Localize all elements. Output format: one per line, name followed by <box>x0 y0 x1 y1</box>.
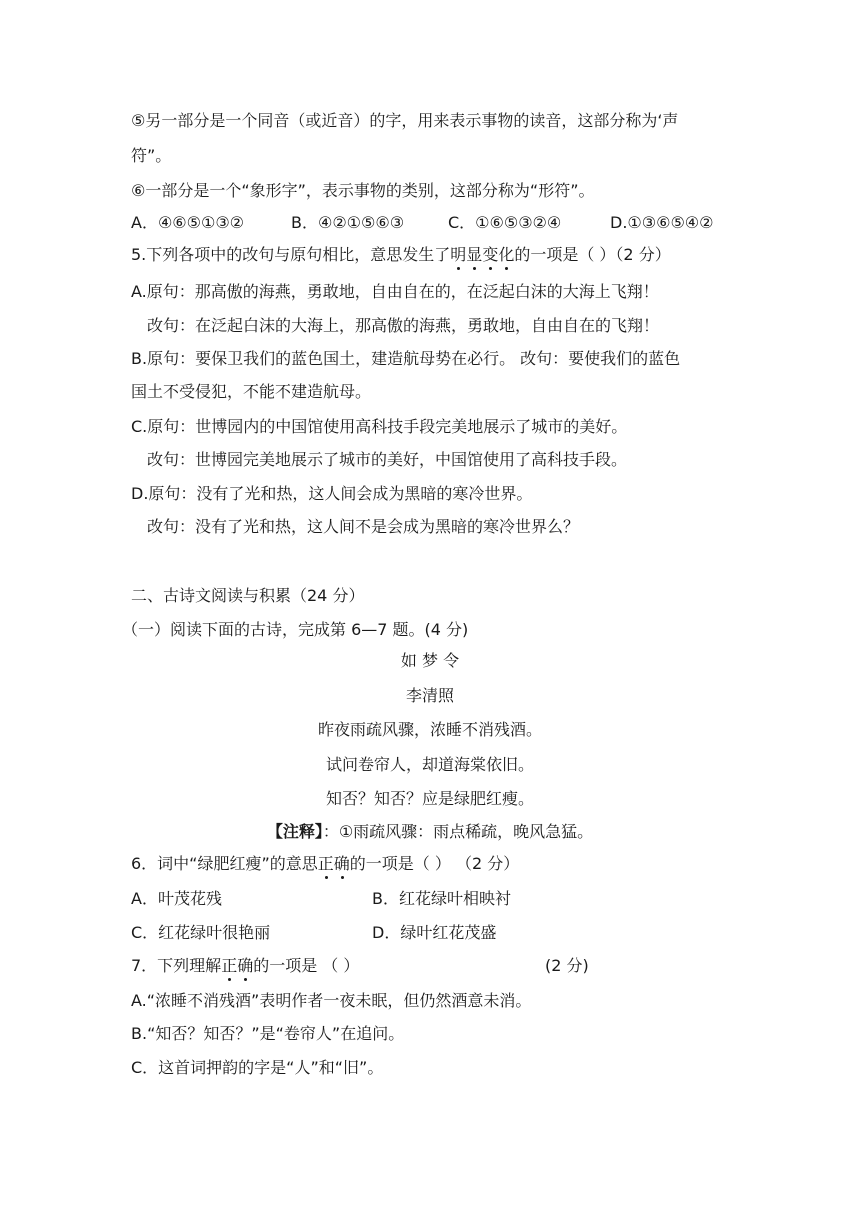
q6-option-d: D．绿叶红花茂盛 <box>372 923 497 942</box>
q5-b-line1: B.原句：要保卫我们的蓝色国土，建造航母势在必行。 改句：要使我们的蓝色 <box>131 349 681 368</box>
emphasis-char: 确 <box>237 956 254 975</box>
q6-option-a: A．叶茂花残 <box>131 889 222 908</box>
q5-stem-post: 的一项是（ ）（2 分） <box>514 245 671 264</box>
q5-d-original: D.原句：没有了光和热，这人间会成为黑暗的寒冷世界。 <box>131 484 533 503</box>
q6-stem-pre: 6．词中“绿肥红瘦”的意思 <box>131 854 318 873</box>
q7-stem-pre: 7．下列理解 <box>131 956 222 975</box>
emphasis-char: 明 <box>450 245 467 264</box>
q7-option-c: C．这首词押韵的字是“人”和“旧”。 <box>131 1058 384 1077</box>
q5-stem <box>131 245 671 265</box>
q5-c-revised: 改句：世博园完美地展示了城市的美好，中国馆使用了高科技手段。 <box>147 450 628 469</box>
q6-option-b: B．红花绿叶相映衬 <box>372 889 511 908</box>
poem-title: 如 梦 令 <box>400 651 460 670</box>
q7-stem <box>131 956 359 976</box>
q4-option-d: D.①③⑥⑤④② <box>610 213 714 232</box>
q4-option-a: A．④⑥⑤①③② <box>131 213 245 232</box>
q5-d-revised: 改句：没有了光和热，这人间不是会成为黑暗的寒冷世界么？ <box>147 517 580 536</box>
item5-line1: ⑤另一部分是一个同音（或近音）的字，用来表示事物的读音，这部分称为‘声 <box>131 111 679 130</box>
emphasis-char: 显 <box>466 245 483 264</box>
emphasis-char: 正 <box>317 854 334 873</box>
emphasis-char: 正 <box>221 956 238 975</box>
q4-option-c: C．①⑥⑤③②④ <box>448 213 562 232</box>
poem-author: 李清照 <box>405 686 454 705</box>
note-text: ：①雨疏风骤：雨点稀疏，晚风急猛。 <box>322 822 594 841</box>
q4-option-b: B．④②①⑤⑥③ <box>291 213 405 232</box>
q5-stem-pre: 5.下列各项中的改句与原句相比，意思发生了 <box>131 245 451 264</box>
q6-option-c: C．红花绿叶很艳丽 <box>131 923 271 942</box>
q5-a-revised: 改句：在泛起白沫的大海上，那高傲的海燕，勇敢地，自由自在的飞翔！ <box>147 316 660 335</box>
q5-c-original: C.原句：世博园内的中国馆使用高科技手段完美地展示了城市的美好。 <box>131 417 628 436</box>
q7-stem-post: 的一项是 （ ） <box>253 956 360 975</box>
poem-line-2: 试问卷帘人，却道海棠依旧。 <box>325 755 534 774</box>
emphasis-char: 化 <box>498 245 515 264</box>
item5-line2: 符”。 <box>131 146 172 165</box>
q7-option-a: A.“浓睡不消残酒”表明作者一夜未眠，但仍然酒意未消。 <box>131 991 532 1010</box>
emphasis-char: 变 <box>482 245 499 264</box>
q7-option-b: B.“知否？知否？”是“卷帘人”在追问。 <box>131 1024 405 1043</box>
subsection-title: （一）阅读下面的古诗，完成第 6—7 题。(4 分) <box>122 620 469 639</box>
poem-line-3: 知否？知否？应是绿肥红瘦。 <box>325 789 534 808</box>
q6-stem <box>131 854 519 874</box>
q5-b-line2: 国土不受侵犯，不能不建造航母。 <box>131 382 372 401</box>
note-label: 【注释】 <box>266 822 323 841</box>
emphasis-char: 确 <box>333 854 350 873</box>
q5-a-original: A.原句：那高傲的海燕，勇敢地，自由自在的，在泛起白沫的大海上飞翔！ <box>131 282 659 301</box>
section-title: 二、古诗文阅读与积累（24 分） <box>131 586 365 605</box>
item6-line: ⑥一部分是一个“象形字”，表示事物的类别，这部分称为“形符”。 <box>131 181 595 200</box>
q6-stem-post: 的一项是（ ） （2 分） <box>349 854 520 873</box>
poem-note <box>0 822 860 842</box>
q7-score: (2 分) <box>545 956 589 975</box>
poem-line-1: 昨夜雨疏风骤，浓睡不消残酒。 <box>317 720 542 739</box>
